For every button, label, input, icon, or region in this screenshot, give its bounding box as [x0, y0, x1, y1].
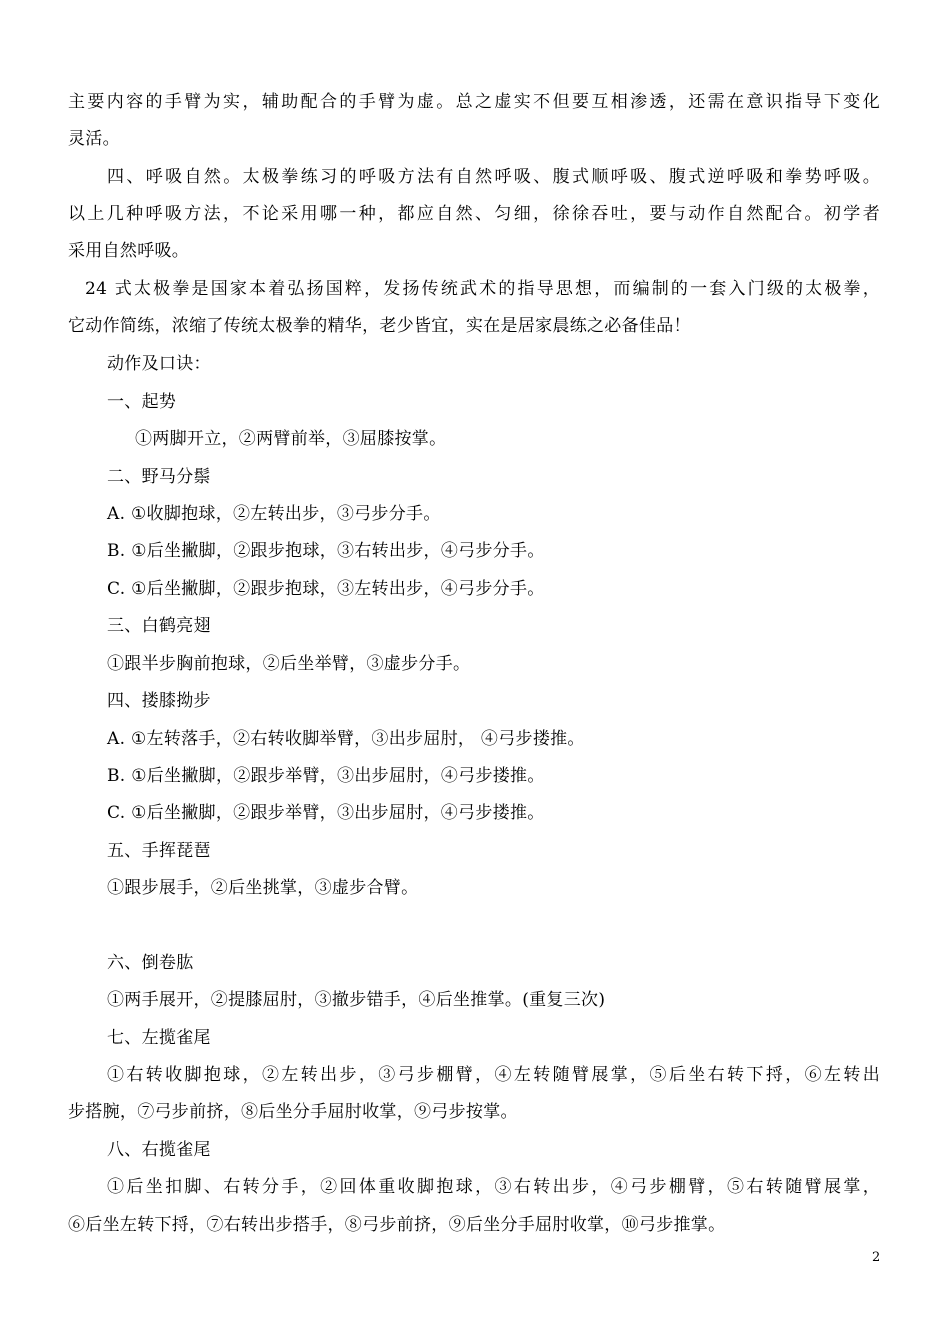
section-heading: 八、右揽雀尾 — [107, 1140, 211, 1160]
list-item: ①两脚开立，②两臂前举，③屈膝按掌。 — [135, 429, 447, 449]
paragraph-line: 四、呼吸自然。太极拳练习的呼吸方法有自然呼吸、腹式顺呼吸、腹式逆呼吸和拳势呼吸。 — [107, 167, 880, 187]
section-heading: 七、左揽雀尾 — [107, 1028, 211, 1048]
paragraph-line: 以上几种呼吸方法，不论采用哪一种，都应自然、匀细，徐徐吞吐，要与动作自然配合。初学者 — [68, 204, 880, 224]
list-item: ①跟步展手，②后坐挑掌，③虚步合臂。 — [107, 878, 419, 898]
paragraph-line: 灵活。 — [68, 129, 120, 149]
list-item: ①右转收脚抱球，②左转出步，③弓步棚臂，④左转随臂展掌，⑤后坐右转下捋，⑥左转出 — [107, 1065, 880, 1085]
list-item: A. ①收脚抱球，②左转出步，③弓步分手。 — [107, 504, 441, 524]
list-item: B. ①后坐撇脚，②跟步抱球，③右转出步，④弓步分手。 — [107, 541, 545, 561]
paragraph-line: 采用自然呼吸。 — [68, 241, 190, 261]
section-heading: 六、倒卷肱 — [107, 953, 194, 973]
list-item: C. ①后坐撇脚，②跟步举臂，③出步屈肘，④弓步搂推。 — [107, 803, 545, 823]
section-heading: 三、白鹤亮翅 — [107, 616, 211, 636]
section-heading: 一、起势 — [107, 392, 177, 412]
list-item: ⑥后坐左转下捋，⑦右转出步搭手，⑧弓步前挤，⑨后坐分手屈肘收掌，⑩弓步推掌。 — [68, 1215, 726, 1235]
paragraph-line: 它动作简练，浓缩了传统太极拳的精华，老少皆宜，实在是居家晨练之必备佳品！ — [68, 316, 691, 336]
list-item: B. ①后坐撇脚，②跟步举臂，③出步屈肘，④弓步搂推。 — [107, 766, 545, 786]
list-item: 步搭腕，⑦弓步前挤，⑧后坐分手屈肘收掌，⑨弓步按掌。 — [68, 1102, 518, 1122]
section-heading: 四、搂膝拗步 — [107, 691, 211, 711]
section-heading: 二、野马分鬃 — [107, 467, 211, 487]
section-heading: 动作及口诀： — [107, 354, 211, 374]
section-heading: 五、手挥琵琶 — [107, 841, 211, 861]
list-item: A. ①左转落手，②右转收脚举臂，③出步屈肘， ④弓步搂推。 — [107, 729, 585, 749]
page-number: 2 — [872, 1250, 881, 1265]
paragraph-line: 24 式太极拳是国家本着弘扬国粹，发扬传统武术的指导思想，而编制的一套入门级的太极拳， — [85, 279, 880, 299]
list-item: C. ①后坐撇脚，②跟步抱球，③左转出步，④弓步分手。 — [107, 579, 545, 599]
paragraph-line: 主要内容的手臂为实，辅助配合的手臂为虚。总之虚实不但要互相渗透，还需在意识指导下变化 — [68, 92, 880, 112]
list-item: ①跟半步胸前抱球，②后坐举臂，③虚步分手。 — [107, 654, 471, 674]
list-item: ①后坐扣脚、右转分手，②回体重收脚抱球，③右转出步，④弓步棚臂，⑤右转随臂展掌， — [107, 1177, 880, 1197]
list-item: ①两手展开，②提膝屈肘，③撤步错手，④后坐推掌。(重复三次) — [107, 990, 606, 1010]
